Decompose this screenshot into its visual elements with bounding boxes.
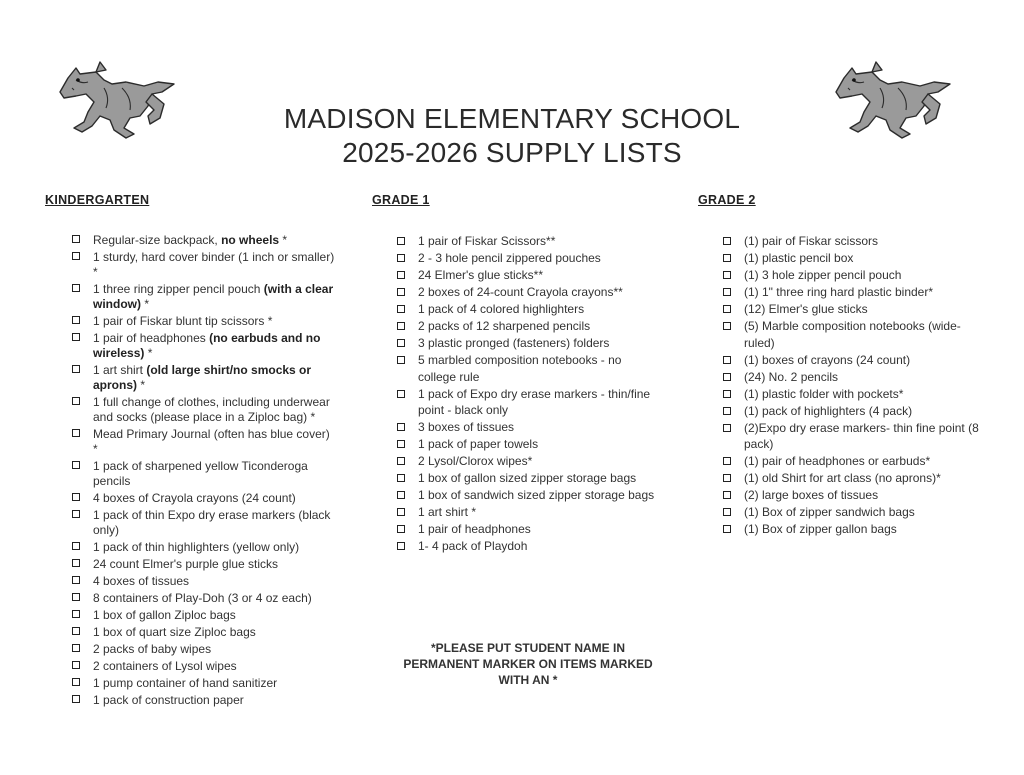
list-item: 1 pack of Expo dry erase markers - thin/fine point - black only [372, 386, 662, 420]
checkbox-icon [397, 491, 405, 499]
checkbox-icon [397, 237, 405, 245]
list-item: 1 box of gallon sized zipper storage bags [372, 470, 662, 487]
list-item: (1) Box of zipper gallon bags [698, 521, 988, 538]
list-item: 2 containers of Lysol wipes [45, 659, 335, 674]
checkbox-icon [397, 390, 405, 398]
title-school: MADISON ELEMENTARY SCHOOL [283, 103, 741, 134]
checkbox-icon [72, 644, 80, 652]
list-item: 1 pack of 4 colored highlighters [372, 301, 662, 318]
checkbox-icon [72, 235, 80, 243]
checkbox-icon [723, 424, 731, 432]
list-item: 1 pack of paper towels [372, 436, 662, 453]
list-item: 1 box of sandwich sized zipper storage bags [372, 487, 662, 504]
checkbox-icon [397, 305, 405, 313]
list-item: (2)Expo dry erase markers- thin fine point (8 pack) [698, 420, 988, 454]
grade2-column [698, 193, 988, 538]
list-item: 1 pump container of hand sanitizer [45, 676, 335, 691]
checkbox-icon [723, 508, 731, 516]
list-item: 3 boxes of tissues [372, 419, 662, 436]
list-item: 1 pack of thin highlighters (yellow only) [45, 540, 335, 555]
checkbox-icon [397, 525, 405, 533]
title-year: 2025-2026 SUPPLY LISTS [342, 137, 682, 168]
list-item: (1) pair of Fiskar scissors [698, 233, 988, 250]
checkbox-icon [72, 576, 80, 584]
list-item: (1) pair of headphones or earbuds* [698, 453, 988, 470]
checkbox-icon [72, 559, 80, 567]
list-item: (1) plastic pencil box [698, 250, 988, 267]
checkbox-icon [723, 373, 731, 381]
kindergarten-column [45, 193, 335, 710]
list-item: 1 sturdy, hard cover binder (1 inch or smaller) * [45, 250, 335, 280]
list-item: 1 pair of headphones [372, 521, 662, 538]
list-item: (1) pack of highlighters (4 pack) [698, 403, 988, 420]
list-item: Regular-size backpack, no wheels * [45, 233, 335, 248]
list-item: 1 box of gallon Ziploc bags [45, 608, 335, 623]
list-item: 5 marbled composition notebooks - no college rule [372, 352, 662, 386]
kindergarten-list [45, 233, 335, 708]
checkbox-icon [397, 288, 405, 296]
checkbox-icon [397, 254, 405, 262]
checkbox-icon [723, 356, 731, 364]
list-item: (1) boxes of crayons (24 count) [698, 352, 988, 369]
checkbox-icon [72, 365, 80, 373]
list-item: 1 pair of Fiskar blunt tip scissors * [45, 314, 335, 329]
checkbox-icon [72, 510, 80, 518]
grade2-list [698, 233, 988, 538]
checkbox-icon [723, 305, 731, 313]
checkbox-icon [72, 429, 80, 437]
list-item: 2 Lysol/Clorox wipes* [372, 453, 662, 470]
checkbox-icon [723, 254, 731, 262]
checkbox-icon [72, 695, 80, 703]
checkbox-icon [72, 593, 80, 601]
list-item: 2 - 3 hole pencil zippered pouches [372, 250, 662, 267]
list-item: (24) No. 2 pencils [698, 369, 988, 386]
checkbox-icon [397, 542, 405, 550]
list-item: (1) 1" three ring hard plastic binder* [698, 284, 988, 301]
list-item: (2) large boxes of tissues [698, 487, 988, 504]
checkbox-icon [72, 333, 80, 341]
checkbox-icon [72, 493, 80, 501]
checkbox-icon [72, 316, 80, 324]
grade1-column [372, 193, 662, 555]
list-item: 1 three ring zipper pencil pouch (with a clear window) * [45, 282, 335, 312]
list-item: 4 boxes of Crayola crayons (24 count) [45, 491, 335, 506]
name-marking-note: *PLEASE PUT STUDENT NAME IN PERMANENT MARKER ON ITEMS MARKED WITH AN * [403, 641, 653, 687]
list-item: 2 packs of baby wipes [45, 642, 335, 657]
list-item: 1 full change of clothes, including underwear and socks (please place in a Ziploc bag) * [45, 395, 335, 425]
checkbox-icon [723, 288, 731, 296]
checkbox-icon [723, 322, 731, 330]
checkbox-icon [72, 661, 80, 669]
checkbox-icon [723, 407, 731, 415]
grade2-heading: GRADE 2 [698, 193, 756, 207]
checkbox-icon [72, 627, 80, 635]
list-item: 1 box of quart size Ziploc bags [45, 625, 335, 640]
checkbox-icon [72, 397, 80, 405]
grade1-heading: GRADE 1 [372, 193, 430, 207]
list-item: 1 pair of headphones (no earbuds and no wireless) * [45, 331, 335, 361]
checkbox-icon [723, 474, 731, 482]
checkbox-icon [723, 491, 731, 499]
list-item: 2 boxes of 24-count Crayola crayons** [372, 284, 662, 301]
list-item: (12) Elmer's glue sticks [698, 301, 988, 318]
kindergarten-heading: KINDERGARTEN [45, 193, 150, 207]
checkbox-icon [72, 284, 80, 292]
checkbox-icon [397, 457, 405, 465]
page-title [0, 102, 1024, 170]
checkbox-icon [72, 461, 80, 469]
checkbox-icon [397, 356, 405, 364]
checkbox-icon [723, 237, 731, 245]
list-item: 1 pair of Fiskar Scissors** [372, 233, 662, 250]
checkbox-icon [723, 457, 731, 465]
checkbox-icon [72, 252, 80, 260]
list-item: 24 Elmer's glue sticks** [372, 267, 662, 284]
list-item: (5) Marble composition notebooks (wide-ruled) [698, 318, 988, 352]
checkbox-icon [397, 271, 405, 279]
checkbox-icon [397, 508, 405, 516]
list-item: 8 containers of Play-Doh (3 or 4 oz each) [45, 591, 335, 606]
checkbox-icon [723, 390, 731, 398]
checkbox-icon [723, 525, 731, 533]
list-item: 1 pack of thin Expo dry erase markers (black only) [45, 508, 335, 538]
checkbox-icon [397, 474, 405, 482]
list-item: 2 packs of 12 sharpened pencils [372, 318, 662, 335]
checkbox-icon [397, 423, 405, 431]
checkbox-icon [397, 322, 405, 330]
list-item: 4 boxes of tissues [45, 574, 335, 589]
list-item: 1 pack of sharpened yellow Ticonderoga pencils [45, 459, 335, 489]
checkbox-icon [72, 542, 80, 550]
checkbox-icon [72, 610, 80, 618]
grade1-list [372, 233, 662, 555]
list-item: Mead Primary Journal (often has blue cover) * [45, 427, 335, 457]
checkbox-icon [723, 271, 731, 279]
list-item: (1) old Shirt for art class (no aprons)* [698, 470, 988, 487]
list-item: 24 count Elmer's purple glue sticks [45, 557, 335, 572]
list-item: 1 pack of construction paper [45, 693, 335, 708]
list-item: 3 plastic pronged (fasteners) folders [372, 335, 662, 352]
list-item: 1- 4 pack of Playdoh [372, 538, 662, 555]
checkbox-icon [397, 440, 405, 448]
list-item: (1) 3 hole zipper pencil pouch [698, 267, 988, 284]
list-item: (1) plastic folder with pockets* [698, 386, 988, 403]
list-item: 1 art shirt (old large shirt/no smocks or aprons) * [45, 363, 335, 393]
checkbox-icon [72, 678, 80, 686]
checkbox-icon [397, 339, 405, 347]
list-item: (1) Box of zipper sandwich bags [698, 504, 988, 521]
list-item: 1 art shirt * [372, 504, 662, 521]
